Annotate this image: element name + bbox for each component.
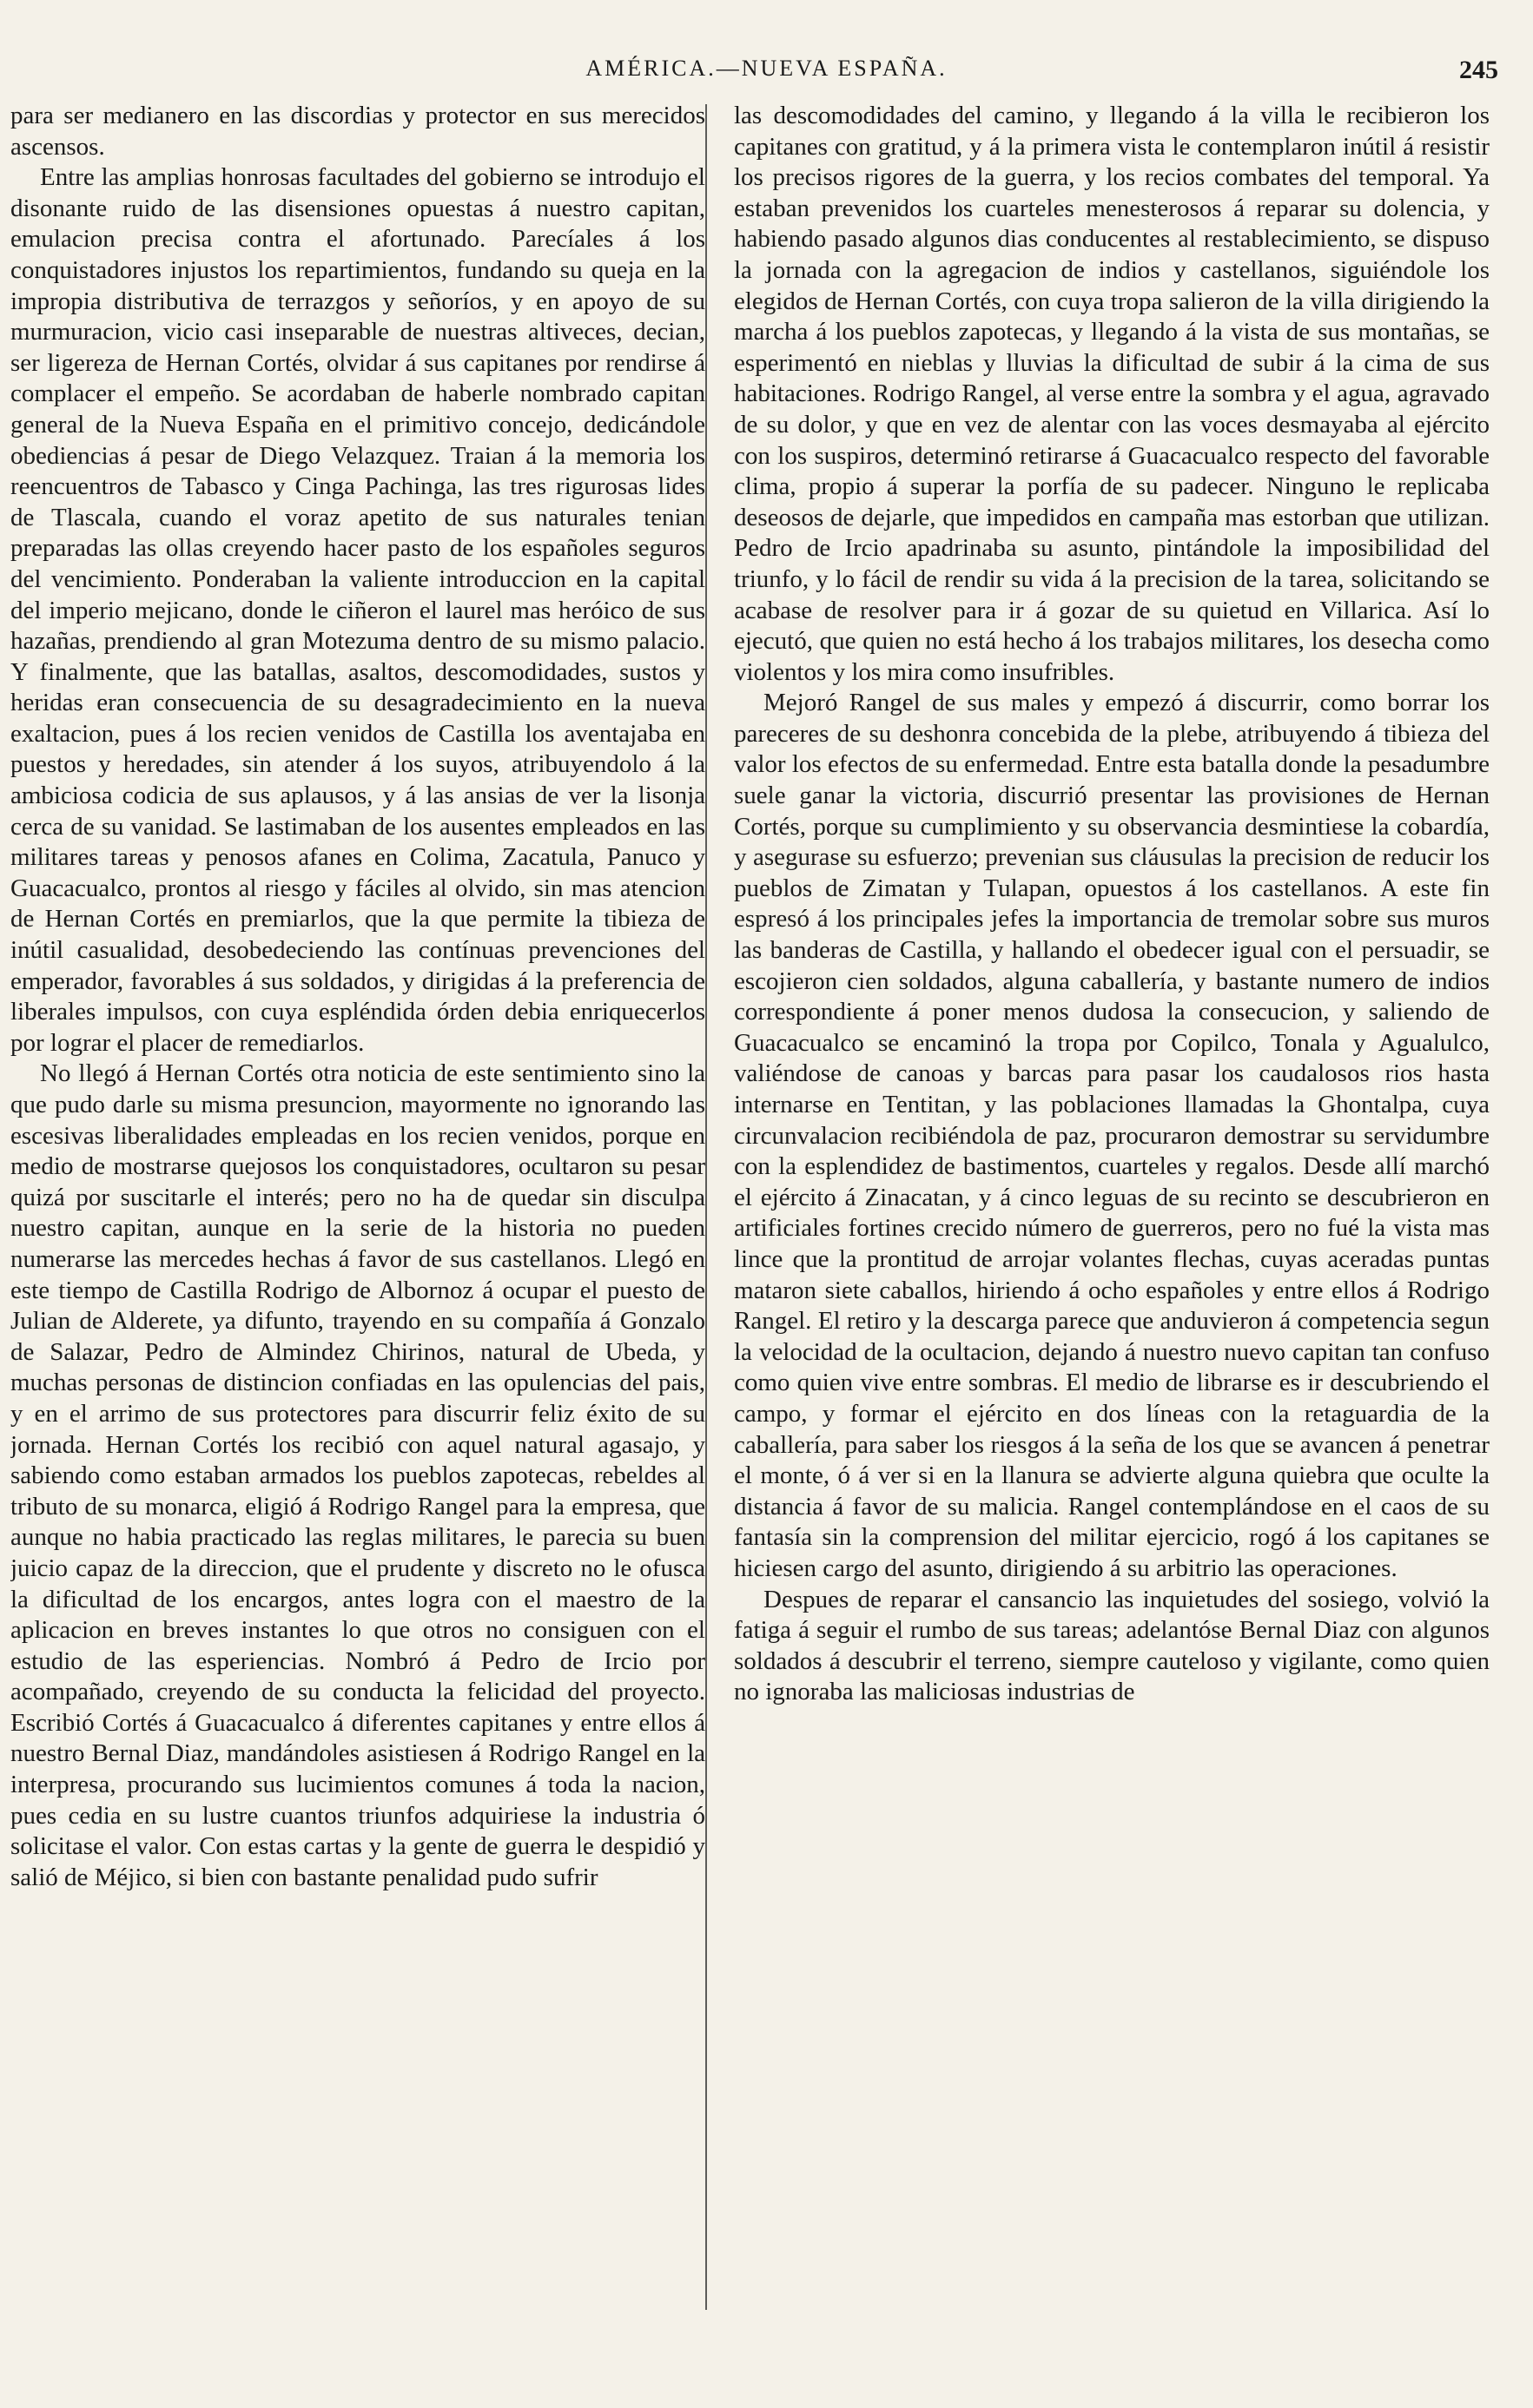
left-column	[10, 101, 705, 2289]
page-header	[0, 56, 1533, 90]
paragraph: Entre las amplias honrosas facultades del gobierno se introdujo el disonante ruido de las disensiones opuestas á nuestro capitan, emulacion precisa contra el afortunado. Parecíales á los conquistadores injustos los repartimientos, fundando su queja en la impropia distributiva de terrazgos y señoríos, y en apoyo de su murmuracion, vicio casi inseparable de nuestras altiveces, decian, ser ligereza de Hernan Cortés, olvidar á sus capitanes por rendirse á complacer el empeño. Se acordaban de haberle nombrado capitan general de la Nueva España en el primitivo concejo, dedicándole obediencias á pesar de Diego Velazquez. Traian á la memoria los reencuentros de Tabasco y Cinga Pachinga, las tres rigurosas lides de Tlascala, cuando el voraz apetito de sus naturales tenian preparadas las ollas creyendo hacer pasto de los españoles seguros del vencimiento. Ponderaban la valiente introduccion en la capital del imperio mejicano, donde le ciñeron el laurel mas heróico de sus hazañas, prendiendo al gran Motezuma dentro de su mismo palacio. Y finalmente, que las batallas, asaltos, descomodidades, sustos y heridas eran consecuencia de su desagradecimiento en la nueva exaltacion, pues á los recien venidos de Castilla los aventajaba en puestos y heredades, sin atender á los suyos, atribuyendolo á la ambiciosa codicia de sus aplausos, y á las ansias de ver la lisonja cerca de su vanidad. Se lastimaban de los ausentes empleados en las militares tareas y penosos afanes en Colima, Zacatula, Panuco y Guacacualco, prontos al riesgo y fáciles al olvido, sin mas atencion de Hernan Cortés en premiarlos, que la que permite la tibieza de inútil casualidad, desobedeciendo las contínuas prevenciones del emperador, favorables á sus soldados, y dirigidas á la preferencia de liberales impulsos, con cuya espléndida órden debia enriquecerlos por lograr el placer de remediarlos.	[10, 163, 705, 1057]
column-divider	[705, 104, 707, 2310]
paragraph: Mejoró Rangel de sus males y empezó á discurrir, como borrar los pareceres de su deshonra concebida de la plebe, atribuyendo á tibieza del valor los efectos de su enfermedad. Entre esta batalla donde la pesadumbre suele ganar la victoria, discurrió presentar las provisiones de Hernan Cortés, porque su cumplimiento y su observancia desmintiese la cobardía, y asegurase su esfuerzo; prevenian sus cláusulas la precision de reducir los pueblos de Zimatan y Tulapan, opuestos á los castellanos. A este fin espresó á los principales jefes la importancia de tremolar sobre sus muros las banderas de Castilla, y hallando el obedecer igual con el persuadir, se escojieron cien soldados, alguna caballería, y bastante numero de indios correspondiente á poner menos dudosa la consecucion, y saliendo de Guacacualco se encaminó la tropa por Copilco, Tonala y Agualulco, valiéndose de canoas y barcas para pasar los caudalosos rios hasta internarse en Tentitan, y las poblaciones llamadas la Ghontalpa, cuya circunvalacion recibiéndola de paz, procuraron demostrar su servidumbre con la esplendidez de bastimentos, cuarteles y regalos. Desde allí marchó el ejército á Zinacatan, y á cinco leguas de su recinto se descubrieron en artificiales fortines crecido número de guerreros, pero no fué la vista mas lince que la prontitud de arrojar volantes flechas, cuyas aceradas puntas mataron siete caballos, hiriendo á ocho españoles y entre ellos á Rodrigo Rangel. El retiro y la descarga parece que anduvieron á competencia segun la velocidad de la ocultacion, dejando á nuestro nuevo capitan tan confuso como quien vive entre sombras. El medio de librarse es ir descubriendo el campo, y formar el ejército en dos líneas con la retaguardia de la caballería, para saber los riesgos á la seña de los que se avancen á penetrar el monte, ó á ver si en la llanura se advierte alguna quiebra que oculte la distancia á favor de su malicia. Rangel contemplándose en el caos de su fantasía sin la comprension del militar ejercicio, rogó á los capitanes se hiciesen cargo del asunto, dirigiendo á su arbitrio las operaciones.	[734, 689, 1490, 1582]
paragraph: para ser medianero en las discordias y protector en sus merecidos ascensos.	[10, 102, 705, 161]
right-column	[734, 101, 1490, 2289]
running-head: AMÉRICA.—NUEVA ESPAÑA.	[585, 56, 948, 81]
paragraph: las descomodidades del camino, y llegando á la villa le recibieron los capitanes con gratitud, y á la primera vista le contemplaron inútil á resistir los precisos rigores de la guerra, y los recios combates del temporal. Ya estaban prevenidos los cuarteles menesterosos á reparar su dolencia, y habiendo pasado algunos dias conducentes al restablecimiento, se dispuso la jornada con la agregacion de indios y castellanos, siguiéndole los elegidos de Hernan Cortés, con cuya tropa salieron de la villa dirigiendo la marcha á los pueblos zapotecas, y llegando á la vista de sus montañas, se esperimentó en nieblas y lluvias la dificultad de subir á la cima de sus habitaciones. Rodrigo Rangel, al verse entre la sombra y el agua, agravado de su dolor, y que en vez de alentar con las voces desmayaba al ejército con los suspiros, determinó retirarse á Guacacualco respecto del favorable clima, propio á superar la porfía de su padecer. Ninguno le replicaba deseosos de dejarle, que impedidos en campaña mas estorban que utilizan. Pedro de Ircio apadrinaba su asunto, pintándole la imposibilidad del triunfo, y lo fácil de rendir su vida á la precision de la tarea, solicitando se acabase de resolver para ir á gozar de su quietud en Villarica. Así lo ejecutó, que quien no está hecho á los trabajos militares, los desecha como violentos y los mira como insufribles.	[734, 102, 1490, 686]
page-number: 245	[1459, 56, 1498, 84]
paragraph: Despues de reparar el cansancio las inquietudes del sosiego, volvió la fatiga á seguir el rumbo de sus tareas; adelantóse Bernal Diaz con algunos soldados á descubrir el terreno, siempre cauteloso y vigilante, como quien no ignoraba las maliciosas industrias de	[734, 1585, 1490, 1706]
paragraph: No llegó á Hernan Cortés otra noticia de este sentimiento sino la que pudo darle su misma presuncion, mayormente no ignorando las escesivas liberalidades empleadas en los recien venidos, porque en medio de mostrarse quejosos los conquistadores, ocultaron su pesar quizá por suscitarle el interés; pero no ha de quedar sin disculpa nuestro capitan, aunque en la serie de la historia no pueden numerarse las mercedes hechas á favor de sus castellanos. Llegó en este tiempo de Castilla Rodrigo de Albornoz á ocupar el puesto de Julian de Alderete, ya difunto, trayendo en su compañía á Gonzalo de Salazar, Pedro de Almindez Chirinos, natural de Ubeda, y muchas personas de distincion confiadas en las opulencias del pais, y en el arrimo de sus protectores para discurrir feliz éxito de su jornada. Hernan Cortés los recibió con aquel natural agasajo, y sabiendo como estaban armados los pueblos zapotecas, rebeldes al tributo de su monarca, eligió á Rodrigo Rangel para la empresa, que aunque no habia practicado las reglas militares, le parecia su buen juicio capaz de la direccion, que el prudente y discreto no le ofusca la dificultad de los encargos, antes logra con el maestro de la aplicacion en breves instantes lo que otros no consiguen con el estudio de las esperiencias. Nombró á Pedro de Ircio por acompañado, creyendo de su conducta la felicidad del proyecto. Escribió Cortés á Guacacualco á diferentes capitanes y entre ellos á nuestro Bernal Diaz, mandándoles asistiesen á Rodrigo Rangel en la interpresa, procurando sus lucimientos comunes á toda la nacion, pues cedia en su lustre cuantos triunfos adquiriese la industria ó solicitase el valor. Con estas cartas y la gente de guerra le despidió y salió de Méjico, si bien con bastante penalidad pudo sufrir	[10, 1059, 705, 1891]
